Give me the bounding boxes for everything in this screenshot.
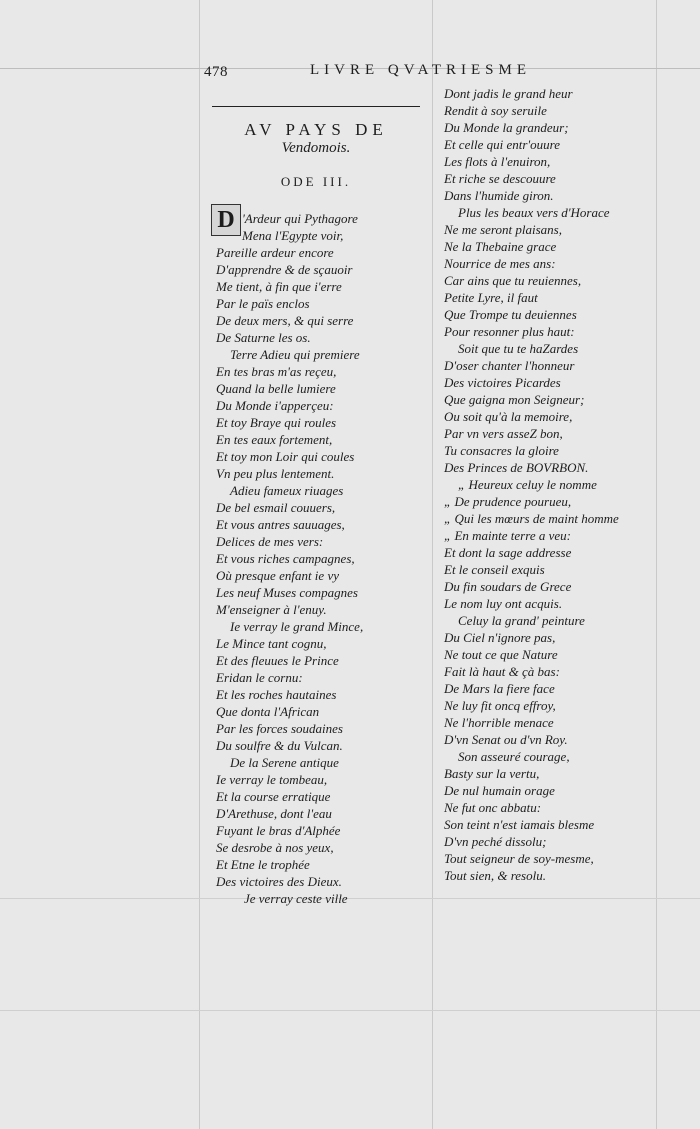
verse-line: Son asseuré courage, <box>458 749 570 764</box>
verse-line: Car ains que tu reuiennes, <box>444 273 582 288</box>
verse-line: Et les roches hautaines <box>216 687 337 702</box>
verse-line: Basty sur la vertu, <box>444 766 540 781</box>
verse-line: En tes bras m'as reçeu, <box>216 364 337 379</box>
verse-line: De Mars la fiere face <box>444 681 555 696</box>
verse-line: Son teint n'est iamais blesme <box>444 817 595 832</box>
verse-line: „ Qui les mœurs de maint homme <box>444 511 619 526</box>
verse-line: Ne luy fit oncq effroy, <box>444 698 556 713</box>
verse-line: Nourrice de mes ans: <box>444 256 556 271</box>
verse-line: Et Etne le trophée <box>216 857 310 872</box>
verse-line: Adieu fameux riuages <box>230 483 344 498</box>
ode-heading: ODE III. <box>280 174 352 189</box>
scan-grid-line <box>432 0 433 1129</box>
poem-subtitle: Vendomois. <box>281 140 351 156</box>
verse-line: Me tient, à fin que i'erre <box>216 279 342 294</box>
verse-line: Eridan le cornu: <box>216 670 303 685</box>
verse-line: Et toy Braye qui roules <box>216 415 337 430</box>
verse-line: Se desrobe à nos yeux, <box>216 840 334 855</box>
verse-line: De Saturne les os. <box>216 330 311 345</box>
poem-title: AV PAYS DE <box>244 120 388 139</box>
verse-column-left <box>216 210 363 907</box>
verse-line: Fait là haut & çà bas: <box>444 664 560 679</box>
scan-grid-line <box>199 0 200 1129</box>
verse-line: „ En mainte terre a veu: <box>444 528 571 543</box>
verse-line: Que Trompe tu deuiennes <box>444 307 577 322</box>
verse-line: Dont jadis le grand heur <box>444 86 573 101</box>
verse-line: De bel esmail couuers, <box>216 500 336 515</box>
verse-line: Ou soit qu'à la memoire, <box>444 409 573 424</box>
verse-line: „ De prudence pourueu, <box>444 494 572 509</box>
running-head: LIVRE QVATRIESME <box>310 62 531 78</box>
verse-line: Que gaigna mon Seigneur; <box>444 392 585 407</box>
verse-line: Du fin soudars de Grece <box>444 579 572 594</box>
verse-line: Où presque enfant ie vy <box>216 568 339 583</box>
verse-line: Ne me seront plaisans, <box>444 222 562 237</box>
verse-column-right <box>444 85 619 884</box>
verse-line: Soit que tu te haZardes <box>458 341 579 356</box>
verse-line: En tes eaux fortement, <box>216 432 333 447</box>
verse-line: Et la course erratique <box>216 789 331 804</box>
verse-line: Des victoires des Dieux. <box>216 874 342 889</box>
verse-line: Du Monde i'apperçeu: <box>216 398 334 413</box>
verse-line: Ne fut onc abbatu: <box>444 800 542 815</box>
verse-line: De deux mers, & qui serre <box>216 313 354 328</box>
verse-line: Tout seigneur de soy-mesme, <box>444 851 594 866</box>
scan-grid-line <box>0 1010 700 1011</box>
verse-line: Ne l'horrible menace <box>444 715 554 730</box>
verse-line: Les neuf Muses compagnes <box>216 585 358 600</box>
verse-line: Pareille ardeur encore <box>216 245 334 260</box>
verse-line: Par les forces soudaines <box>216 721 343 736</box>
verse-line: Ne tout ce que Nature <box>444 647 558 662</box>
verse-line: Rendit à soy seruile <box>444 103 547 118</box>
verse-line: 'Ardeur qui Pythagore <box>242 211 358 226</box>
verse-line: Dans l'humide giron. <box>444 188 554 203</box>
verse-line: Fuyant le bras d'Alphée <box>216 823 341 838</box>
verse-line: Et le conseil exquis <box>444 562 545 577</box>
verse-line: D'oser chanter l'honneur <box>444 358 575 373</box>
verse-line: Celuy la grand' peinture <box>458 613 585 628</box>
verse-line: Mena l'Egypte voir, <box>242 228 344 243</box>
verse-line: Et vous antres sauuages, <box>216 517 345 532</box>
verse-line: Je verray ceste ville <box>244 891 348 906</box>
verse-line: Du soulfre & du Vulcan. <box>216 738 343 753</box>
verse-line: Le Mince tant cognu, <box>216 636 327 651</box>
verse-line: Et dont la sage addresse <box>444 545 572 560</box>
verse-line: D'apprendre & de sçauoir <box>216 262 353 277</box>
verse-line: Delices de mes vers: <box>216 534 324 549</box>
verse-line: D'vn Senat ou d'vn Roy. <box>444 732 568 747</box>
verse-line: Vn peu plus lentement. <box>216 466 335 481</box>
verse-line: D'vn peché dissolu; <box>444 834 547 849</box>
verse-line: Petite Lyre, il faut <box>444 290 538 305</box>
verse-line: Du Monde la grandeur; <box>444 120 569 135</box>
verse-line: Plus les beaux vers d'Horace <box>458 205 610 220</box>
verse-line: Du Ciel n'ignore pas, <box>444 630 556 645</box>
verse-line: Et toy mon Loir qui coules <box>216 449 355 464</box>
verse-line: Et des fleuues le Prince <box>216 653 339 668</box>
verse-line: Quand la belle lumiere <box>216 381 336 396</box>
verse-line: Ne la Thebaine grace <box>444 239 557 254</box>
verse-line: Des victoires Picardes <box>444 375 561 390</box>
page-number: 478 <box>204 64 228 80</box>
verse-line: Et riche se descouure <box>444 171 556 186</box>
verse-line: M'enseigner à l'enuy. <box>216 602 327 617</box>
verse-line: Le nom luy ont acquis. <box>444 596 563 611</box>
verse-line: Tout sien, & resolu. <box>444 868 546 883</box>
verse-line: Ie verray le grand Mince, <box>230 619 364 634</box>
verse-line: Et celle qui entr'ouure <box>444 137 561 152</box>
verse-line: „ Heureux celuy le nomme <box>458 477 597 492</box>
verse-line: De la Serene antique <box>230 755 339 770</box>
verse-line: Que donta l'African <box>216 704 320 719</box>
title-rule <box>212 106 420 107</box>
verse-line: Par le païs enclos <box>216 296 310 311</box>
verse-line: Et vous riches campagnes, <box>216 551 355 566</box>
verse-line: Ie verray le tombeau, <box>216 772 328 787</box>
drop-cap: D <box>211 204 241 236</box>
verse-line: Tu consacres la gloire <box>444 443 559 458</box>
verse-line: Des Princes de BOVRBON. <box>444 460 589 475</box>
scan-grid-line <box>656 0 657 1129</box>
verse-line: Par vn vers asseZ bon, <box>444 426 563 441</box>
verse-line: De nul humain orage <box>444 783 555 798</box>
verse-line: Les flots à l'enuiron, <box>444 154 551 169</box>
verse-line: Terre Adieu qui premiere <box>230 347 360 362</box>
verse-line: Pour resonner plus haut: <box>444 324 575 339</box>
verse-line: D'Arethuse, dont l'eau <box>216 806 332 821</box>
